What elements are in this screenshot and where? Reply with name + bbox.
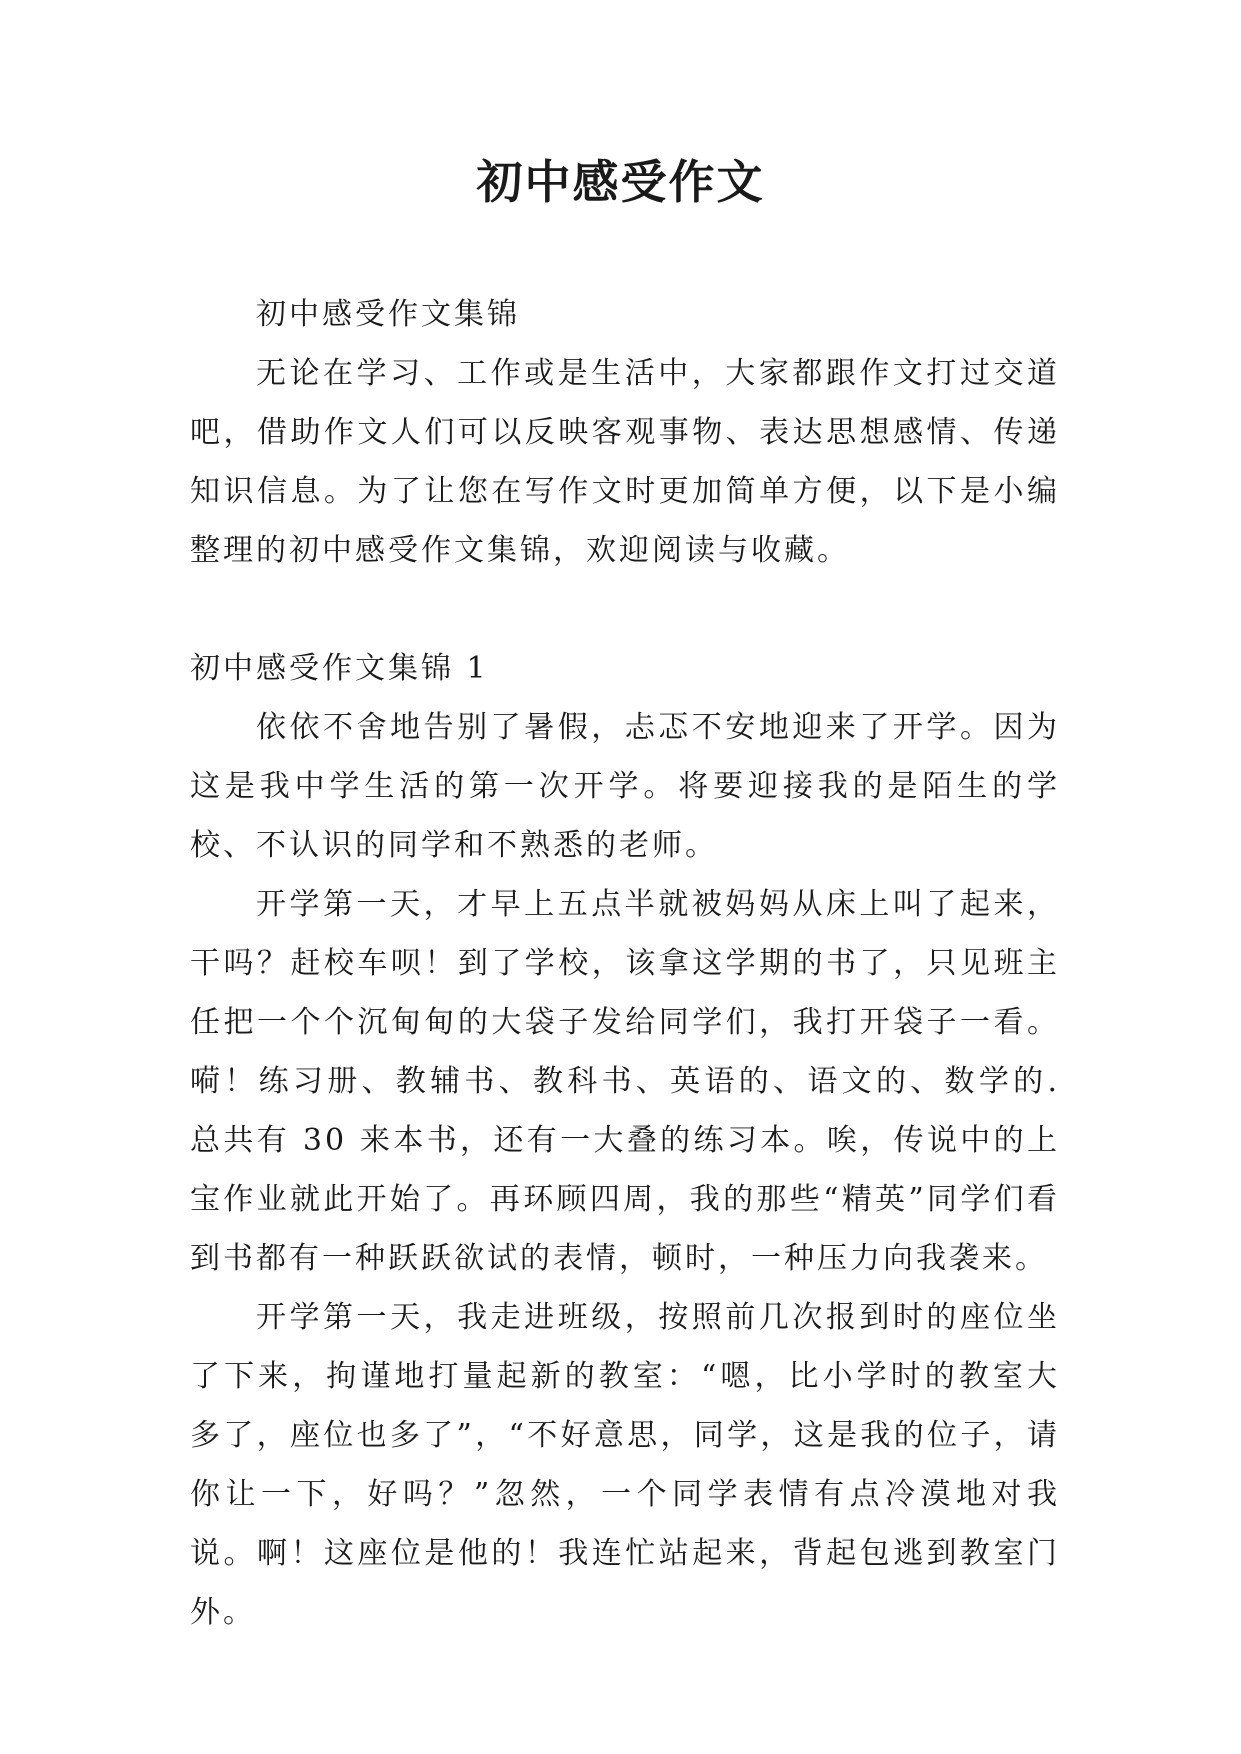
body-paragraph-3: 开学第一天，我走进班级，按照前几次报到时的座位坐了下来，拘谨地打量起新的教室：“嗯，比小学时的教室大多了，座位也多了”，“不好意思，同学，这是我的位子，请你让一下，好吗？”忽然，一个同学表情有点冷漠地对我说。啊！这座位是他的！我连忙站起来，背起包逃到教室门外。 <box>190 1300 1060 1630</box>
document-body <box>190 285 1060 1642</box>
intro-paragraph: 无论在学习、工作或是生活中，大家都跟作文打过交道吧，借助作文人们可以反映客观事物、表达思想感情、传递知识信息。为了让您在写作文时更加简单方便，以下是小编整理的初中感受作文集锦，欢迎阅读与收藏。 <box>190 356 1060 568</box>
body-paragraph-1: 依依不舍地告别了暑假，忐忑不安地迎来了开学。因为这是我中学生活的第一次开学。将要迎接我的是陌生的学校、不认识的同学和不熟悉的老师。 <box>190 710 1060 863</box>
document-title: 初中感受作文 <box>476 155 765 209</box>
section-heading: 初中感受作文集锦 1 <box>190 651 489 686</box>
body-paragraph-2: 开学第一天，才早上五点半就被妈妈从床上叫了起来，干吗？赶校车呗！到了学校，该拿这学期的书了，只见班主任把一个个沉甸甸的大袋子发给同学们，我打开袋子一看。嗬！练习册、教辅书、教科书、英语的、语文的、数学的.总共有 30 来本书，还有一大叠的练习本。唉，传说中的上宝作业就此开始了。再环顾四周，我的那些“精英”同学们看到书都有一种跃跃欲试的表情，顿时，一种压力向我袭来。 <box>190 887 1060 1276</box>
document-subtitle: 初中感受作文集锦 <box>256 297 520 332</box>
